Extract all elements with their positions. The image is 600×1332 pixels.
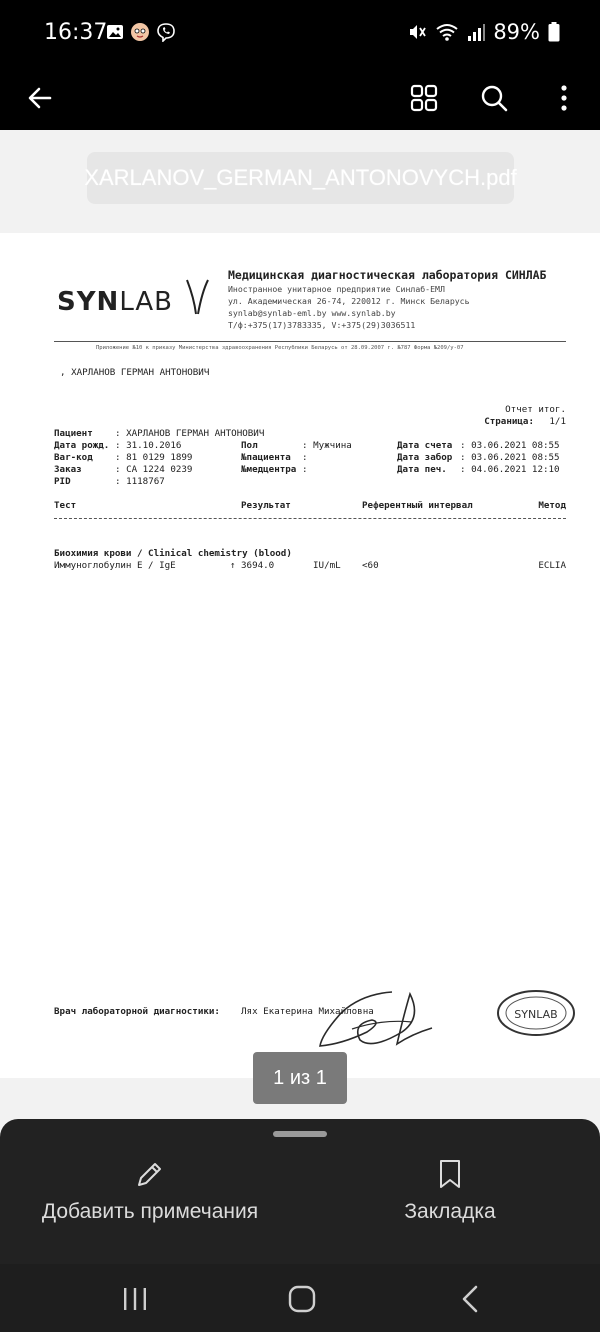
nav-back-icon (460, 1285, 480, 1313)
search-icon (480, 84, 508, 112)
app-bar (0, 66, 600, 130)
signature-label: Врач лабораторной диагностики: (54, 1006, 220, 1017)
patient-label: Пациент (54, 428, 93, 439)
row-reference: <60 (362, 560, 379, 571)
order-value: : CA 1224 0239 (115, 464, 193, 475)
dob-value: : 31.10.2016 (115, 440, 182, 451)
system-icons (407, 20, 560, 44)
wifi-icon (435, 22, 459, 42)
add-note-button[interactable] (32, 1158, 268, 1224)
order-note: Приложение №10 к приказу Министерства здравоохранения Республики Беларусь от 28.09.2007 г. №787 Форма №209/у-07 (96, 345, 464, 351)
row-method: ECLIA (538, 560, 566, 571)
synlab-logo (57, 287, 173, 317)
row-test: Иммуноглобулин E / IgE (54, 560, 176, 571)
nav-back-button[interactable] (445, 1274, 495, 1324)
header-method: Метод (538, 500, 566, 511)
table-divider (54, 518, 566, 519)
synlab-logo-mark (184, 278, 212, 316)
medcenter-label: №медцентра (241, 464, 297, 475)
invoice-date-label: Дата счета (397, 440, 453, 451)
patient-number-value: : (302, 452, 308, 463)
doctor-name: Лях Екатерина Михайловна (241, 1006, 374, 1017)
row-result: 3694.0 (241, 560, 275, 571)
recents-icon (122, 1287, 148, 1311)
recents-button[interactable] (110, 1274, 160, 1324)
more-vert-icon (560, 84, 568, 112)
collect-date-value: : 03.06.2021 08:55 (460, 452, 560, 463)
barcode-label: Bar-код (54, 452, 93, 463)
grid-view-button[interactable] (400, 74, 448, 122)
search-button[interactable] (470, 74, 518, 122)
addressee: , ХАРЛАНОВ ГЕРМАН АНТОНОВИЧ (60, 367, 210, 378)
report-label: Отчет итог. (505, 404, 566, 415)
page-indicator: 1 из 1 (253, 1052, 347, 1104)
page-label: Страница: (484, 416, 534, 427)
bookmark-icon (437, 1158, 463, 1190)
sex-value: : Мужчина (302, 440, 352, 451)
signal-icon (467, 22, 485, 42)
notification-icons (106, 22, 176, 42)
lab-line-2: ул. Академическая 26-74, 220012 г. Минск Беларусь (228, 296, 470, 306)
grid-view-icon (410, 84, 438, 112)
add-note-label: Добавить примечания (41, 1200, 259, 1223)
home-button[interactable] (277, 1274, 327, 1324)
logo-light-part: LAB (119, 287, 174, 317)
emoji-avatar-icon (130, 22, 150, 42)
page-value: 1/1 (549, 416, 566, 427)
medcenter-value: : (302, 464, 308, 475)
status-bar (0, 0, 600, 66)
mute-icon (407, 22, 427, 42)
row-flag: ↑ (230, 560, 236, 571)
pencil-icon (134, 1158, 166, 1190)
bookmark-label: Закладка (404, 1200, 496, 1223)
battery-icon (548, 22, 560, 42)
invoice-date-value: : 03.06.2021 08:55 (460, 440, 560, 451)
lab-line-3: synlab@synlab-eml.by www.synlab.by (228, 308, 396, 318)
header-reference: Референтный интервал (362, 500, 473, 511)
viber-icon (156, 22, 176, 42)
status-time: 16:37 (44, 20, 108, 45)
navigation-bar (0, 1264, 600, 1332)
signature-image (312, 984, 442, 1058)
file-name-chip: XARLANOV_GERMAN_ANTONOVYCH.pdf (87, 152, 514, 204)
lab-line-1: Иностранное унитарное предприятие Синлаб-ЕМЛ (228, 284, 445, 294)
battery-percent: 89% (493, 20, 540, 44)
header-divider (54, 341, 566, 342)
image-icon (106, 23, 124, 41)
logo-bold-part: SYN (57, 287, 120, 317)
sheet-drag-handle[interactable] (273, 1131, 327, 1137)
back-button[interactable] (16, 74, 64, 122)
header-test: Тест (54, 500, 77, 511)
collect-date-label: Дата забор (397, 452, 453, 463)
patient-number-label: №пациента (241, 452, 291, 463)
section-title: Биохимия крови / Clinical chemistry (blood) (54, 548, 292, 559)
pdf-page[interactable] (0, 233, 600, 1078)
sex-label: Пол (241, 440, 258, 451)
patient-value: : ХАРЛАНОВ ГЕРМАН АНТОНОВИЧ (115, 428, 265, 439)
header-result: Результат (241, 500, 291, 511)
dob-label: Дата рожд. (54, 440, 110, 451)
row-unit: IU/mL (313, 560, 341, 571)
home-icon (288, 1285, 316, 1313)
pid-value: : 1118767 (115, 476, 165, 487)
print-date-value: : 04.06.2021 12:10 (460, 464, 560, 475)
bookmark-button[interactable] (390, 1158, 510, 1224)
stamp-text: SYNLAB (514, 1008, 558, 1021)
more-options-button[interactable] (540, 74, 588, 122)
synlab-stamp (496, 989, 576, 1037)
print-date-label: Дата печ. (397, 464, 447, 475)
arrow-left-icon (26, 84, 54, 112)
order-label: Заказ (54, 464, 82, 475)
barcode-value: : 81 0129 1899 (115, 452, 193, 463)
lab-title: Медицинская диагностическая лаборатория СИНЛАБ (228, 268, 547, 282)
pid-label: PID (54, 476, 71, 487)
lab-line-4: Т/ф:+375(17)3783335, V:+375(29)3036511 (228, 320, 416, 330)
